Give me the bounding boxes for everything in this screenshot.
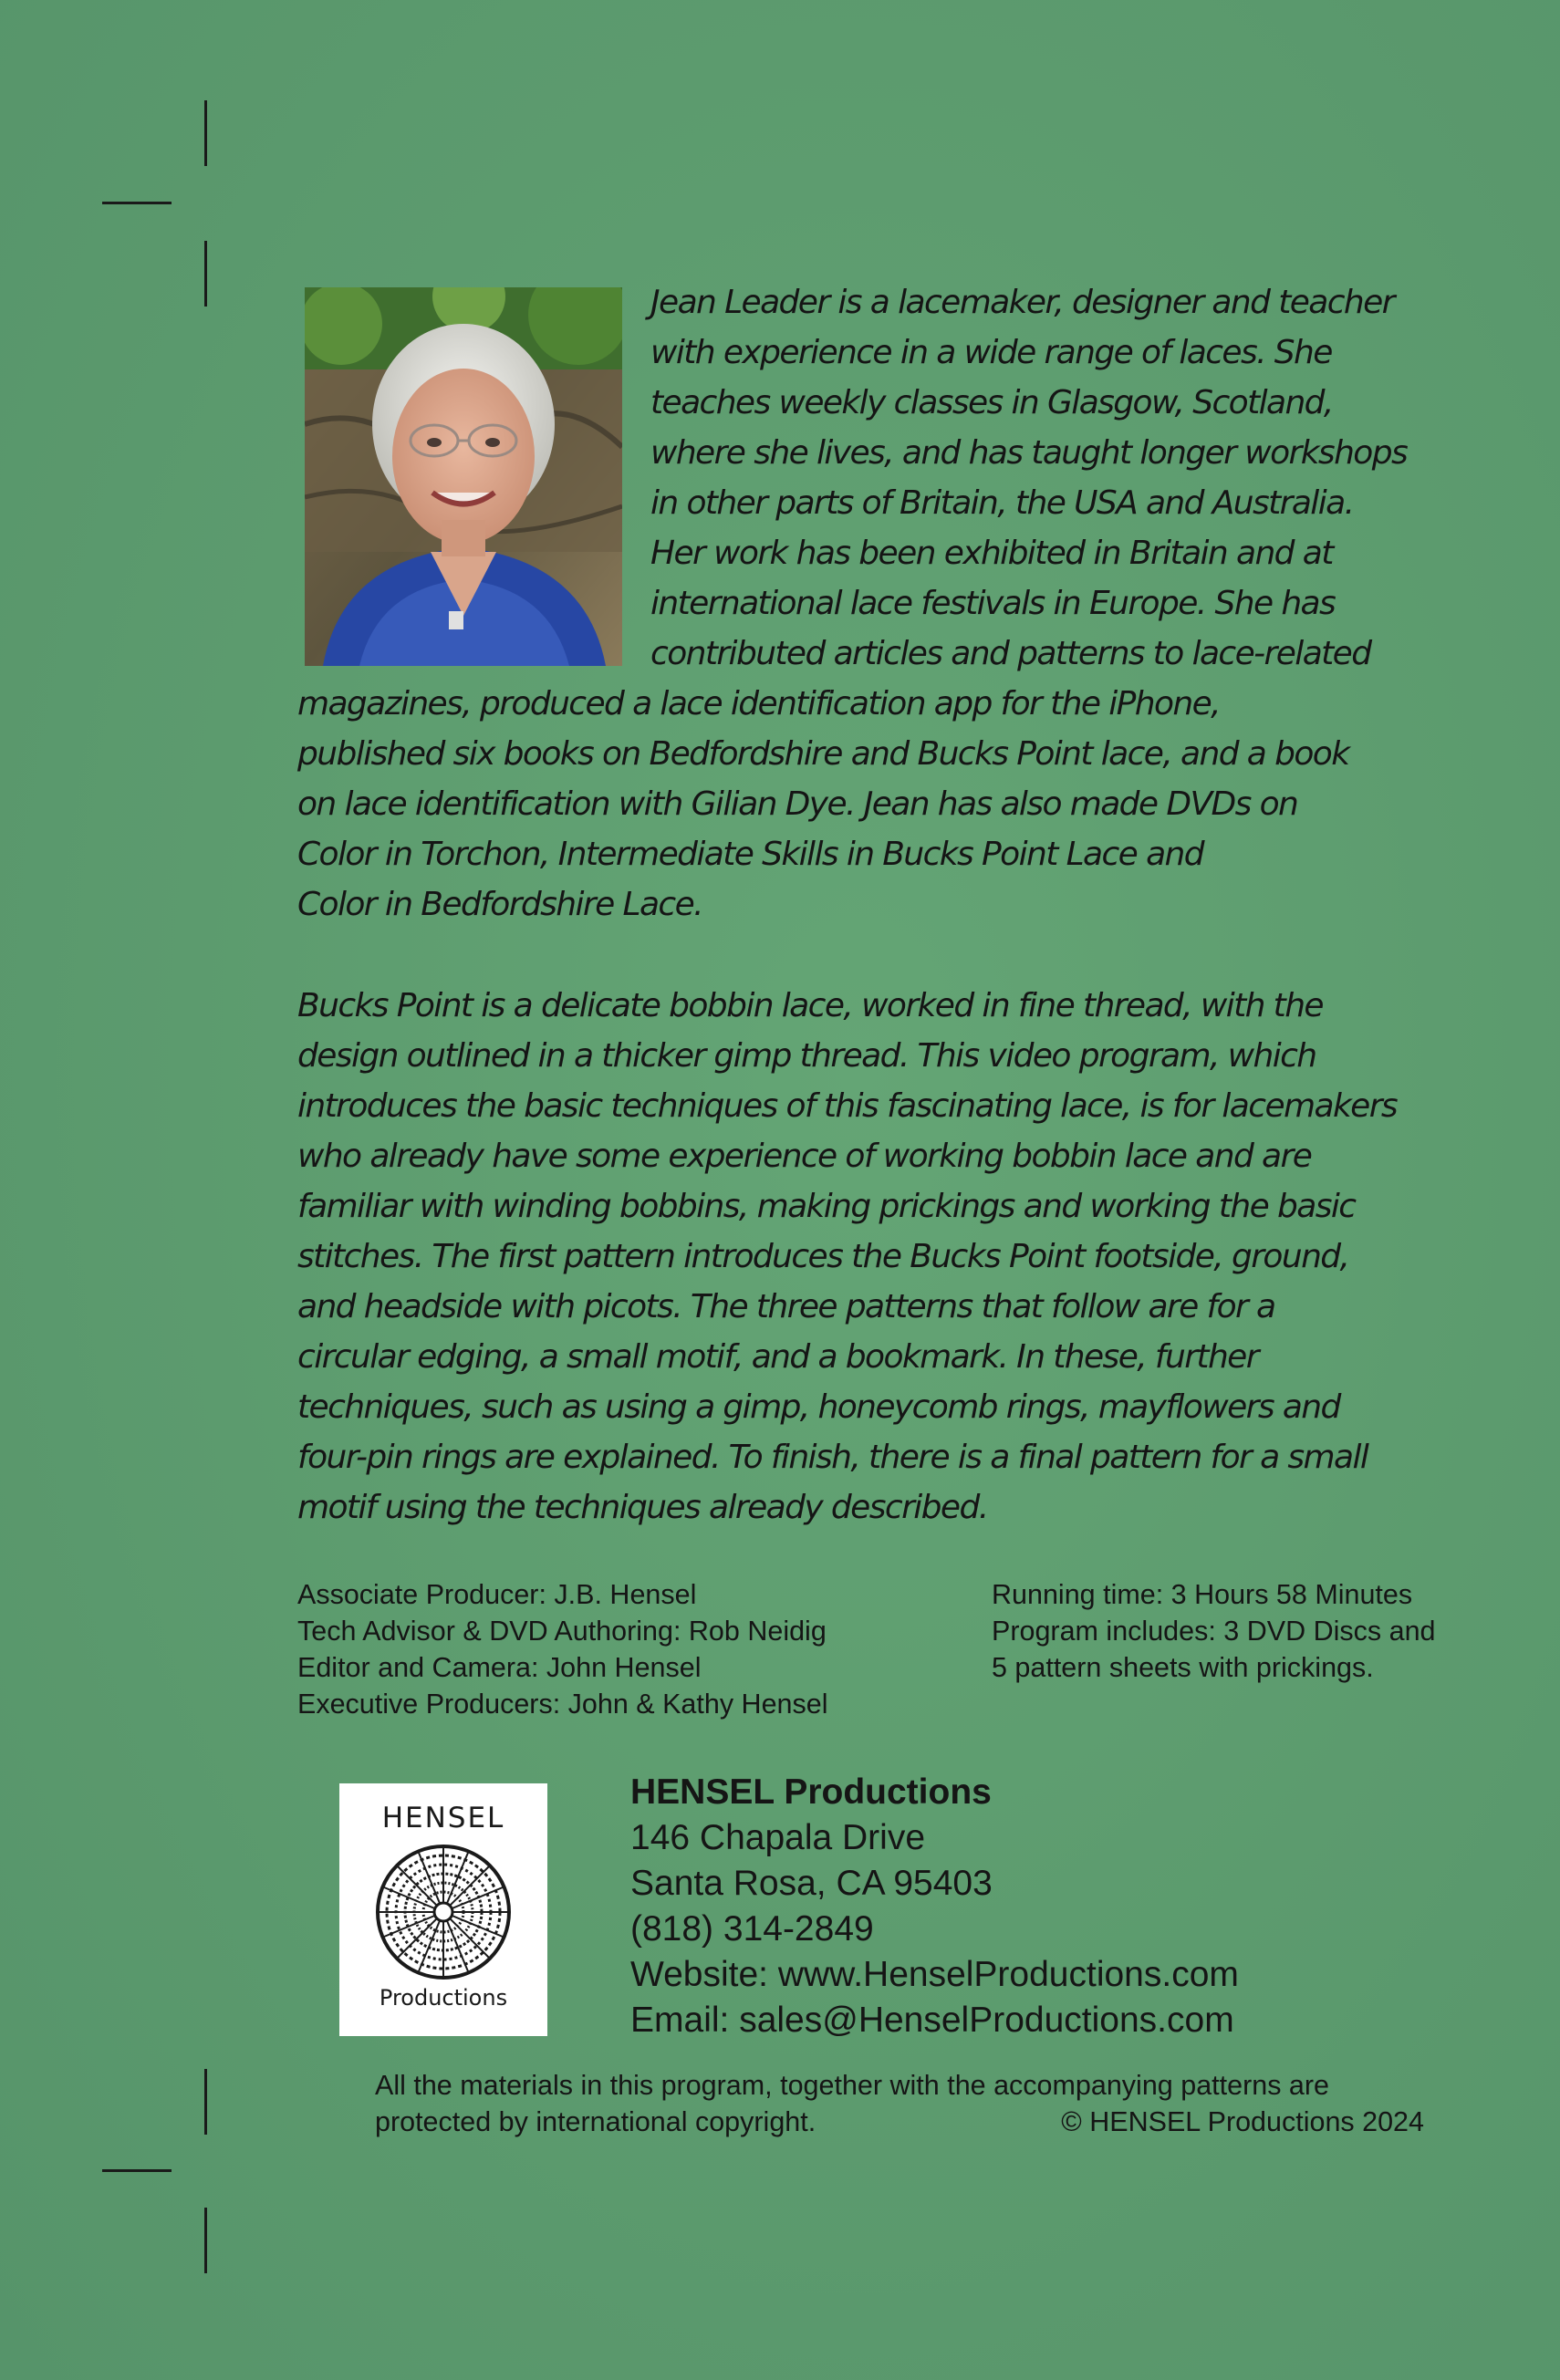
description-line: who already have some experience of working bobbin lace and are: [297, 1138, 1312, 1175]
bio-line: where she lives, and has taught longer workshops: [650, 434, 1408, 472]
copyright-line: protected by international copyright.: [375, 2106, 816, 2137]
description-line: and headside with picots. The three patterns that follow are for a: [297, 1288, 1275, 1325]
author-bio: [297, 277, 1407, 930]
hensel-logo: [339, 1783, 547, 2036]
bio-line: teaches weekly classes in Glasgow, Scotland,: [650, 384, 1333, 421]
crop-mark: [102, 202, 172, 204]
description-line: stitches. The first pattern introduces the Bucks Point footside, ground,: [297, 1238, 1349, 1275]
description-line: Bucks Point is a delicate bobbin lace, worked in fine thread, with the: [297, 987, 1323, 1024]
crop-mark: [204, 241, 207, 307]
city-state-zip: Santa Rosa, CA 95403: [630, 1864, 993, 1903]
crop-mark: [204, 2208, 207, 2273]
crop-mark: [204, 100, 207, 166]
description-line: familiar with winding bobbins, making prickings and working the basic: [297, 1188, 1356, 1225]
bio-line: on lace identification with Gilian Dye. Jean has also made DVDs on: [297, 785, 1298, 823]
bio-line: contributed articles and patterns to lace-related: [650, 635, 1371, 672]
logo-subtitle: Productions: [379, 1985, 508, 2011]
detail-line: Running time: 3 Hours 58 Minutes: [992, 1579, 1413, 1610]
program-description: [297, 981, 1397, 1533]
crop-mark: [102, 2169, 172, 2172]
description-line: circular edging, a small motif, and a bookmark. In these, further: [297, 1338, 1258, 1376]
lace-medallion-icon: [375, 1844, 512, 1980]
website: Website: www.HenselProductions.com: [630, 1955, 1239, 1994]
bio-line: in other parts of Britain, the USA and Australia.: [650, 484, 1354, 522]
bio-line: Color in Bedfordshire Lace.: [297, 886, 703, 923]
phone-number: (818) 314-2849: [630, 1909, 874, 1949]
credit-line: Executive Producers: John & Kathy Hensel: [297, 1689, 828, 1720]
description-line: introduces the basic techniques of this fascinating lace, is for lacemakers: [297, 1087, 1398, 1125]
contact-info: [630, 1770, 1239, 2043]
detail-line: Program includes: 3 DVD Discs and: [992, 1616, 1436, 1647]
description-line: motif using the techniques already described.: [297, 1489, 988, 1526]
bio-line: published six books on Bedfordshire and Bucks Point lace, and a book: [297, 735, 1349, 773]
bio-line: with experience in a wide range of laces. She: [650, 334, 1332, 371]
logo-title: HENSEL: [381, 1802, 505, 1834]
description-line: four-pin rings are explained. To finish, there is a final pattern for a small: [297, 1439, 1368, 1476]
copyright-line: All the materials in this program, together with the accompanying patterns are: [375, 2070, 1329, 2101]
bio-line: international lace festivals in Europe. She has: [650, 585, 1336, 622]
crop-mark: [204, 2069, 207, 2135]
copyright-notice: [375, 2067, 1424, 2140]
bio-line: Color in Torchon, Intermediate Skills in Bucks Point Lace and: [297, 836, 1204, 873]
credit-line: Associate Producer: J.B. Hensel: [297, 1579, 697, 1610]
copyright-mark: © HENSEL Productions 2024: [1061, 2106, 1424, 2137]
street-address: 146 Chapala Drive: [630, 1818, 926, 1857]
detail-line: 5 pattern sheets with prickings.: [992, 1652, 1374, 1683]
credit-line: Tech Advisor & DVD Authoring: Rob Neidig: [297, 1616, 827, 1647]
credit-line: Editor and Camera: John Hensel: [297, 1652, 702, 1683]
program-details: [992, 1576, 1436, 1686]
email: Email: sales@HenselProductions.com: [630, 2001, 1234, 2040]
production-credits: [297, 1576, 828, 1722]
description-line: techniques, such as using a gimp, honeycomb rings, mayflowers and: [297, 1388, 1340, 1426]
bio-line: Her work has been exhibited in Britain and at: [650, 535, 1333, 572]
bio-line: Jean Leader is a lacemaker, designer and teacher: [650, 284, 1394, 321]
company-name: HENSEL Productions: [630, 1772, 992, 1812]
description-line: design outlined in a thicker gimp thread. This video program, which: [297, 1037, 1316, 1075]
bio-line: magazines, produced a lace identification app for the iPhone,: [297, 685, 1220, 722]
